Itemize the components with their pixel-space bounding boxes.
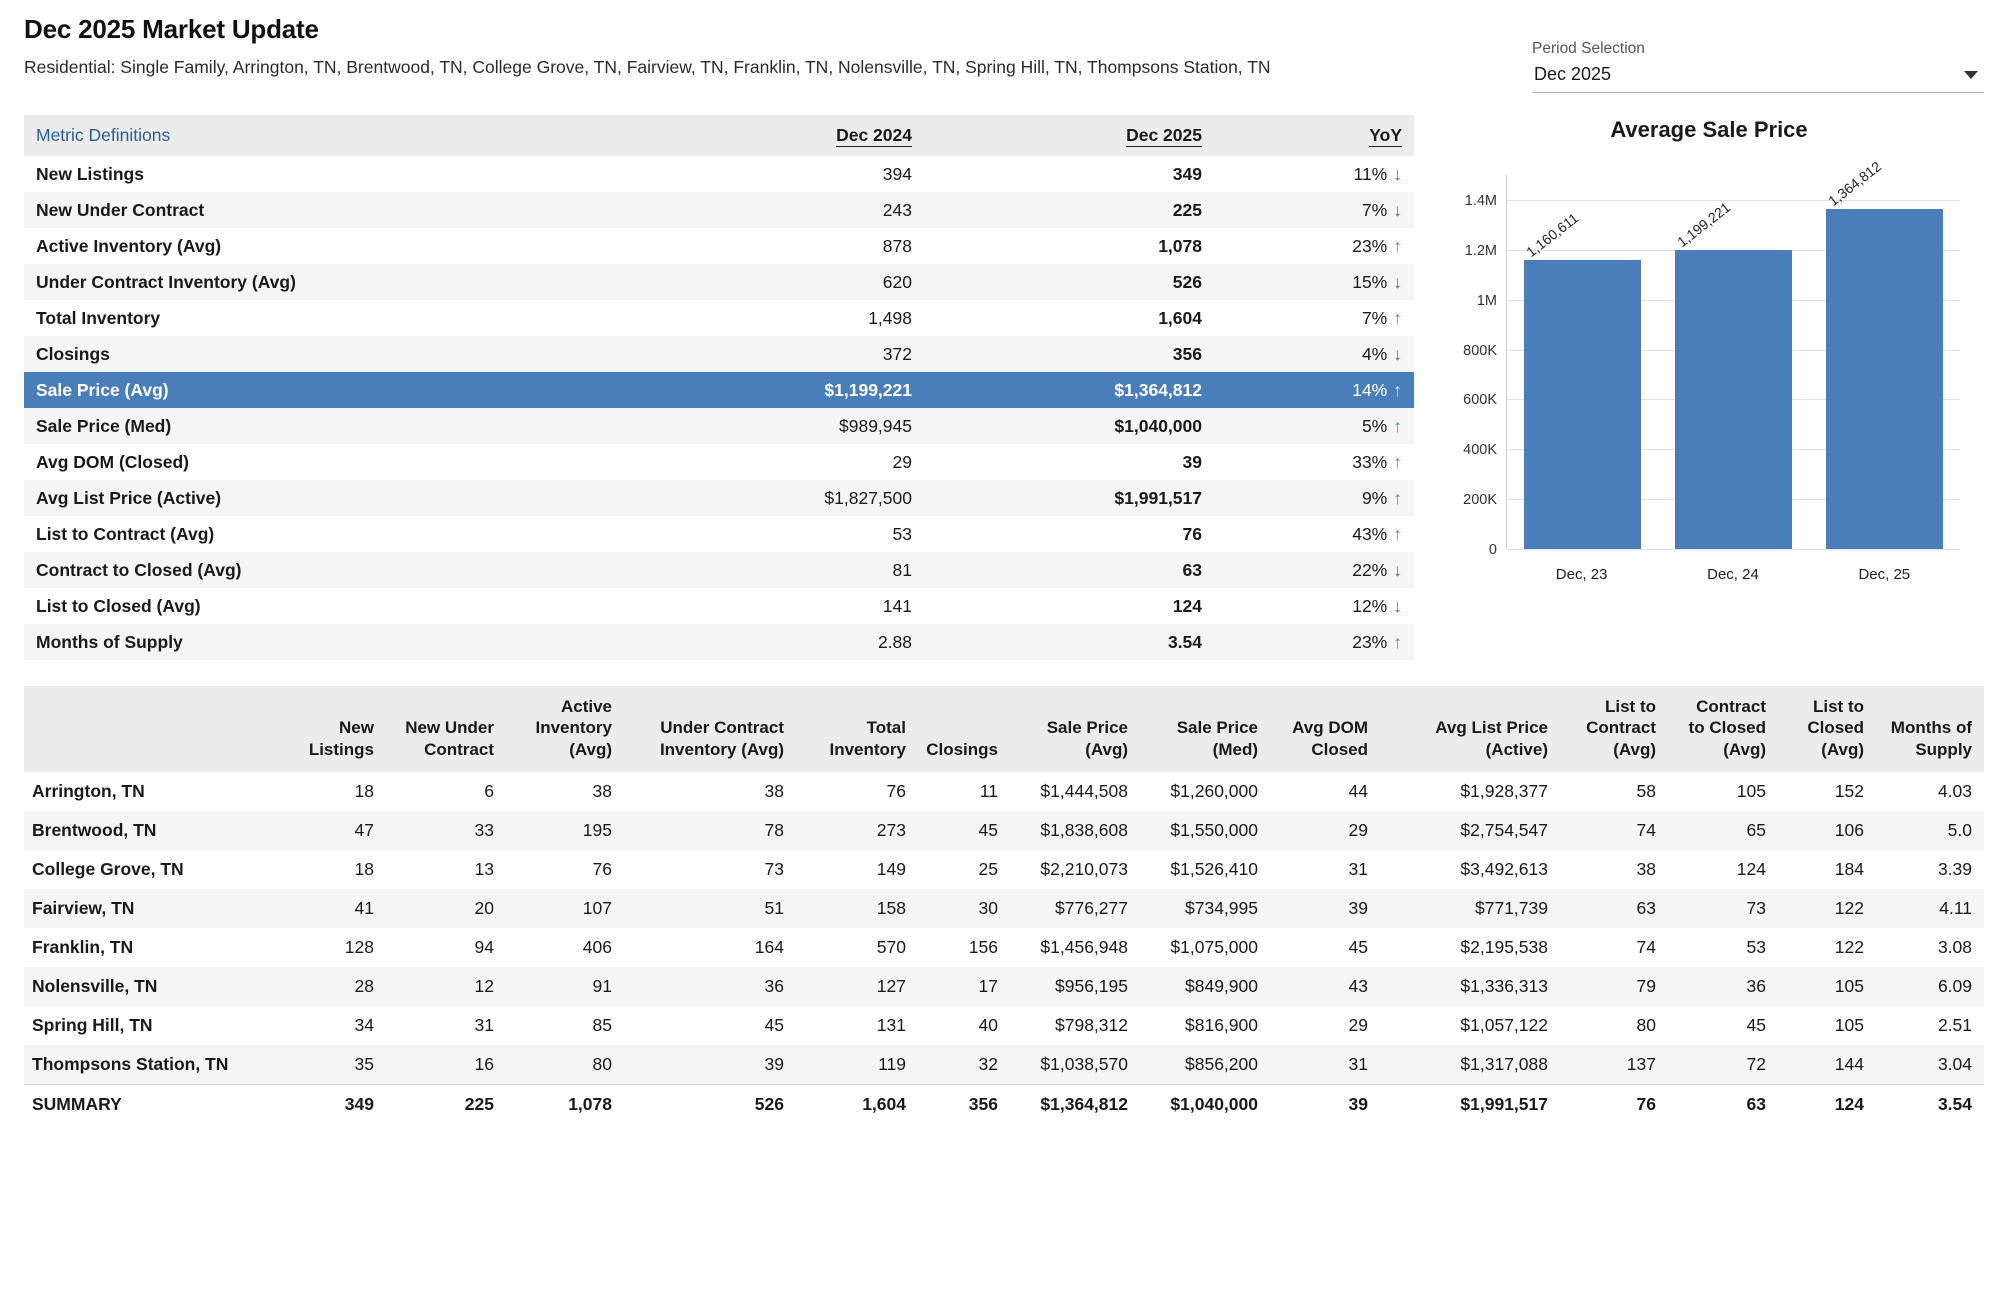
area-metric-value: 124 [1736,858,1766,879]
area-metric-value: 35 [354,1053,374,1074]
area-metric-value: 25 [978,858,998,879]
metric-current-value: 1,078 [1158,235,1202,256]
chart-x-tick-label: Dec, 24 [1707,566,1759,583]
area-name: Thompsons Station, TN [32,1053,229,1074]
area-name: College Grove, TN [32,858,184,879]
area-metric-value: 128 [344,936,374,957]
area-column-header: List to Contract (Avg) [1560,686,1668,772]
summary-section [24,115,1984,660]
period-selection-dropdown[interactable] [1532,64,1984,93]
area-metric-value: 3.08 [1937,936,1972,957]
area-name: SUMMARY [32,1093,122,1114]
area-metric-value: 122 [1834,897,1864,918]
area-name: Franklin, TN [32,936,134,957]
metric-prev-value: $1,199,221 [824,379,912,400]
arrow-down-icon: ↓ [1393,199,1402,220]
area-metric-value: 85 [592,1014,612,1035]
area-breakdown-table [24,686,1984,1124]
area-column-header: List to Closed (Avg) [1778,686,1876,772]
chart-y-tick-label: 800K [1463,342,1497,359]
period-selection-label: Period Selection [1532,40,1645,57]
area-metric-value: 273 [876,819,906,840]
metric-label: Avg DOM (Closed) [36,451,189,472]
chart-y-tick-label: 600K [1463,392,1497,409]
metric-yoy-value: 23% ↑ [1352,235,1402,256]
table-row [24,480,1414,516]
table-row [24,444,1414,480]
table-row [24,1045,1984,1085]
chart-bar[interactable] [1675,250,1793,549]
metric-current-value: 349 [1172,163,1202,184]
metric-label: New Listings [36,163,144,184]
area-metric-value: 137 [1626,1053,1656,1074]
metric-prev-value: 878 [882,235,912,256]
area-metric-value: 225 [464,1093,494,1114]
metric-current-value: $1,364,812 [1114,379,1202,400]
metric-label: Months of Supply [36,631,183,652]
area-metric-value: 4.11 [1939,897,1972,918]
metric-prev-value: 2.88 [877,631,912,652]
area-metric-value: 16 [474,1053,494,1074]
area-metric-value: 41 [354,897,374,918]
area-metric-value: 3.39 [1937,858,1972,879]
table-row [24,1006,1984,1045]
table-row [24,156,1414,192]
table-row [24,300,1414,336]
metric-prev-value: 620 [882,271,912,292]
metric-current-value: 356 [1172,343,1202,364]
area-metric-value: 31 [1348,858,1368,879]
area-name: Nolensville, TN [32,975,158,996]
area-metric-value: $1,038,570 [1040,1053,1128,1074]
table-row [24,928,1984,967]
metric-label: Sale Price (Avg) [36,379,169,400]
metric-summary-table [24,115,1414,660]
area-metric-value: 43 [1348,975,1368,996]
chart-y-tick-label: 1.4M [1464,192,1497,209]
area-metric-value: $1,057,122 [1460,1014,1548,1035]
metric-label: New Under Contract [36,199,205,220]
column-header-yoy: YoY [1214,115,1414,156]
metric-current-value: 76 [1182,523,1202,544]
area-metric-value: 39 [764,1053,784,1074]
area-metric-value: 119 [878,1053,906,1074]
area-metric-value: 106 [1834,819,1864,840]
area-metric-value: 29 [1348,819,1368,840]
chart-area [1434,157,1974,597]
period-selection [1532,40,1984,93]
area-metric-value: 40 [978,1014,998,1035]
area-metric-value: $1,364,812 [1040,1093,1128,1114]
area-metric-value: 38 [592,780,612,801]
area-metric-value: 39 [1348,1093,1368,1114]
area-metric-value: 44 [1348,780,1368,801]
area-metric-value: 184 [1834,858,1864,879]
area-metric-value: $1,526,410 [1170,858,1258,879]
chart-value-label: 1,364,812 [1825,157,1885,209]
table-row [24,408,1414,444]
area-metric-value: $1,838,608 [1040,819,1128,840]
area-metric-value: 1,078 [568,1093,612,1114]
area-metric-value: 76 [886,780,906,801]
chart-bar[interactable] [1524,260,1642,549]
area-metric-value: 76 [592,858,612,879]
arrow-up-icon: ↑ [1393,415,1402,436]
chart-bar-group [1675,175,1793,549]
metric-yoy-value: 5% ↑ [1361,415,1402,436]
area-metric-value: 12 [474,975,494,996]
area-table-body [24,772,1984,1124]
area-metric-value: $1,456,948 [1040,936,1128,957]
chart-y-tick-label: 200K [1463,492,1497,509]
area-metric-value: 51 [764,897,784,918]
area-metric-value: 32 [978,1053,998,1074]
area-metric-value: 158 [876,897,906,918]
metric-yoy-value: 43% ↑ [1352,523,1402,544]
table-row [24,889,1984,928]
metric-label: Contract to Closed (Avg) [36,559,242,580]
area-metric-value: 4.03 [1937,780,1972,801]
area-metric-value: 1,604 [862,1093,906,1114]
arrow-up-icon: ↑ [1393,379,1402,400]
metric-current-value: 3.54 [1167,631,1202,652]
area-name: Brentwood, TN [32,819,157,840]
metric-yoy-value: 14% ↑ [1352,379,1402,400]
area-column-header: Avg List Price (Active) [1380,686,1560,772]
area-metric-value: 58 [1636,780,1656,801]
area-column-header: Contract to Closed (Avg) [1668,686,1778,772]
arrow-up-icon: ↑ [1393,307,1402,328]
metric-yoy-value: 4% ↓ [1361,343,1402,364]
area-name: Spring Hill, TN [32,1014,153,1035]
area-metric-value: 72 [1746,1053,1766,1074]
area-metric-value: 74 [1636,936,1656,957]
area-column-header: Closings [918,686,1010,772]
area-metric-value: $771,739 [1475,897,1548,918]
area-metric-value: 18 [354,780,374,801]
area-metric-value: 122 [1834,936,1864,957]
metric-current-value: 526 [1172,271,1202,292]
metric-current-value: 124 [1172,595,1202,616]
area-metric-value: 6.09 [1937,975,1972,996]
period-selection-value: Dec 2025 [1534,64,1612,84]
area-metric-value: 38 [764,780,784,801]
area-metric-value: $1,444,508 [1040,780,1128,801]
area-metric-value: 17 [978,975,998,996]
area-metric-value: 65 [1746,819,1766,840]
chart-title: Average Sale Price [1610,117,1808,142]
metric-current-value: 225 [1172,199,1202,220]
arrow-down-icon: ↓ [1393,343,1402,364]
column-header-cur: Dec 2025 [924,115,1214,156]
chart-bar[interactable] [1826,209,1944,549]
area-column-header: Active Inventory (Avg) [506,686,624,772]
area-metric-value: 29 [1348,1014,1368,1035]
area-metric-value: $1,336,313 [1460,975,1548,996]
metric-yoy-value: 7% ↓ [1361,199,1402,220]
area-metric-value: 406 [582,936,612,957]
metric-current-value: 1,604 [1158,307,1202,328]
metric-current-value: 39 [1182,451,1202,472]
table-row [24,1084,1984,1124]
metric-yoy-value: 11% ↓ [1353,163,1402,184]
metric-label: Total Inventory [36,307,161,328]
area-metric-value: $1,075,000 [1170,936,1258,957]
table-row [24,850,1984,889]
metric-prev-value: $1,827,500 [824,487,912,508]
area-metric-value: $734,995 [1185,897,1258,918]
chart-value-label: 1,160,611 [1523,209,1582,260]
area-metric-value: $1,260,000 [1170,780,1258,801]
area-metric-value: 63 [1636,897,1656,918]
area-metric-value: 47 [354,819,374,840]
area-metric-value: 3.54 [1937,1093,1972,1114]
area-metric-value: 74 [1636,819,1656,840]
metric-prev-value: 141 [882,595,912,616]
area-metric-value: 94 [474,936,494,957]
chart-y-tick-label: 1M [1476,292,1497,309]
area-metric-value: 53 [1746,936,1766,957]
average-sale-price-chart [1434,115,1984,660]
area-metric-value: 5.0 [1947,819,1972,840]
metric-label: Under Contract Inventory (Avg) [36,271,296,292]
metric-label: List to Closed (Avg) [36,595,201,616]
area-column-header: Avg DOM Closed [1270,686,1380,772]
metric-yoy-value: 9% ↑ [1361,487,1402,508]
table-row [24,372,1414,408]
metric-label: Closings [36,343,110,364]
area-metric-value: 107 [582,897,612,918]
area-metric-value: 73 [1746,897,1766,918]
metric-definitions-link[interactable]: Metric Definitions [24,115,644,156]
header [24,14,1984,93]
area-metric-value: 76 [1636,1093,1656,1114]
area-metric-value: 45 [978,819,998,840]
metric-yoy-value: 7% ↑ [1361,307,1402,328]
metric-current-value: $1,040,000 [1114,415,1202,436]
chart-x-axis-labels [1506,566,1960,583]
area-table-header-row [24,686,1984,772]
page-subtitle: Residential: Single Family, Arrington, TN, Brentwood, TN, College Grove, TN, Fairview, TN, Franklin, TN, Nolensville, TN, Spring Hill, TN, Thompsons Station, TN [24,57,1271,77]
area-column-header: New Listings [282,686,386,772]
area-metric-value: 6 [484,780,494,801]
page-title: Dec 2025 Market Update [24,14,319,44]
table-row [24,811,1984,850]
metric-label: Active Inventory (Avg) [36,235,222,256]
area-metric-value: 33 [474,819,494,840]
area-metric-value: $856,200 [1185,1053,1258,1074]
area-metric-value: 149 [876,858,906,879]
area-metric-value: 18 [354,858,374,879]
metric-label: Avg List Price (Active) [36,487,222,508]
arrow-up-icon: ↑ [1393,487,1402,508]
table-row [24,516,1414,552]
chart-y-tick-label: 0 [1488,542,1497,558]
metric-yoy-value: 23% ↑ [1352,631,1402,652]
metric-yoy-value: 12% ↓ [1352,595,1402,616]
area-metric-value: 13 [474,858,494,879]
area-metric-value: 31 [1348,1053,1368,1074]
arrow-up-icon: ↑ [1393,451,1402,472]
metric-current-value: $1,991,517 [1114,487,1202,508]
area-metric-value: 3.04 [1937,1053,1972,1074]
area-metric-value: 45 [764,1014,784,1035]
area-metric-value: 36 [764,975,784,996]
area-metric-value: 11 [979,780,998,801]
chart-value-label: 1,199,221 [1674,199,1734,250]
arrow-up-icon: ↑ [1393,235,1402,256]
area-metric-value: $776,277 [1055,897,1128,918]
table-row [24,336,1414,372]
area-name: Fairview, TN [32,897,135,918]
metric-prev-value: 29 [892,451,912,472]
arrow-down-icon: ↓ [1393,271,1402,292]
area-metric-value: 63 [1746,1093,1766,1114]
metric-yoy-value: 15% ↓ [1352,271,1402,292]
area-metric-value: 80 [592,1053,612,1074]
table-row [24,264,1414,300]
metric-prev-value: 372 [882,343,912,364]
chart-x-tick-label: Dec, 25 [1858,566,1911,583]
area-metric-value: 127 [876,975,906,996]
area-metric-value: $2,754,547 [1460,819,1548,840]
area-metric-value: $3,492,613 [1460,858,1548,879]
arrow-down-icon: ↓ [1393,595,1402,616]
arrow-up-icon: ↑ [1393,631,1402,652]
column-header-prev: Dec 2024 [644,115,924,156]
chart-y-tick-label: 1.2M [1464,242,1497,259]
area-metric-value: 34 [354,1014,374,1035]
area-metric-value: $2,195,538 [1460,936,1548,957]
metric-yoy-value: 22% ↓ [1352,559,1402,580]
area-metric-value: 131 [876,1014,906,1035]
area-metric-value: 30 [978,897,998,918]
area-metric-value: 195 [582,819,612,840]
area-metric-value: 20 [474,897,494,918]
arrow-up-icon: ↑ [1393,523,1402,544]
area-metric-value: 36 [1746,975,1766,996]
area-metric-value: 39 [1348,897,1368,918]
area-metric-value: 91 [592,975,612,996]
area-metric-value: 570 [876,936,906,957]
metric-prev-value: 394 [882,163,912,184]
metric-prev-value: 243 [882,199,912,220]
metric-prev-value: 1,498 [868,307,912,328]
table-header-row [24,115,1414,156]
area-metric-value: 80 [1636,1014,1656,1035]
area-metric-value: $1,928,377 [1460,780,1548,801]
area-metric-value: $956,195 [1055,975,1128,996]
area-metric-value: $1,317,088 [1460,1053,1548,1074]
metric-prev-value: 81 [892,559,912,580]
area-metric-value: 38 [1636,858,1656,879]
metric-current-value: 63 [1182,559,1202,580]
area-metric-value: 45 [1746,1014,1766,1035]
area-metric-value: 526 [754,1093,784,1114]
chevron-down-icon [1964,71,1978,79]
area-metric-value: 105 [1736,780,1766,801]
metric-label: List to Contract (Avg) [36,523,215,544]
area-column-header: Sale Price (Avg) [1010,686,1140,772]
area-metric-value: 28 [354,975,374,996]
metric-prev-value: 53 [892,523,912,544]
area-metric-value: 152 [1834,780,1864,801]
metric-yoy-value: 33% ↑ [1352,451,1402,472]
table-row [24,192,1414,228]
header-text [24,14,1271,79]
area-metric-value: 356 [968,1093,998,1114]
chart-gridline [1488,542,1960,558]
area-metric-value: $849,900 [1185,975,1258,996]
area-metric-value: $798,312 [1055,1014,1128,1035]
chart-plot [1463,157,1960,558]
area-column-header: Sale Price (Med) [1140,686,1270,772]
metric-table-body [24,156,1414,660]
area-column-header: Total Inventory [796,686,918,772]
area-column-header: Months of Supply [1876,686,1984,772]
area-column-header: Under Contract Inventory (Avg) [624,686,796,772]
chart-bar-group [1825,157,1944,549]
table-row [24,772,1984,811]
area-metric-value: 349 [344,1093,374,1114]
area-metric-value: 156 [968,936,998,957]
area-metric-value: 144 [1834,1053,1864,1074]
chart-bars [1507,157,1960,549]
chart-y-tick-label: 400K [1463,442,1497,459]
area-name: Arrington, TN [32,780,145,801]
area-metric-value: $1,040,000 [1170,1093,1258,1114]
table-row [24,588,1414,624]
area-metric-value: 31 [474,1014,494,1035]
metric-label: Sale Price (Med) [36,415,172,436]
arrow-down-icon: ↓ [1393,559,1402,580]
table-row [24,228,1414,264]
area-metric-value: 2.51 [1937,1014,1972,1035]
area-column-header [24,686,282,772]
table-row [24,624,1414,660]
area-column-header: New Under Contract [386,686,506,772]
area-metric-value: $2,210,073 [1040,858,1128,879]
area-metric-value: 105 [1834,1014,1864,1035]
area-metric-value: $816,900 [1185,1014,1258,1035]
area-metric-value: $1,550,000 [1170,819,1258,840]
area-metric-value: 78 [764,819,784,840]
area-metric-value: 105 [1834,975,1864,996]
table-row [24,967,1984,1006]
area-metric-value: 124 [1834,1093,1864,1114]
chart-x-tick-label: Dec, 23 [1555,566,1608,583]
area-metric-value: 45 [1348,936,1368,957]
area-metric-value: 73 [764,858,784,879]
metric-prev-value: $989,945 [839,415,912,436]
table-row [24,552,1414,588]
area-metric-value: 164 [754,936,784,957]
area-breakdown-section [24,686,1984,1124]
arrow-down-icon: ↓ [1393,163,1402,184]
area-metric-value: $1,991,517 [1460,1093,1548,1114]
area-metric-value: 79 [1636,975,1656,996]
chart-bar-group [1524,175,1642,549]
